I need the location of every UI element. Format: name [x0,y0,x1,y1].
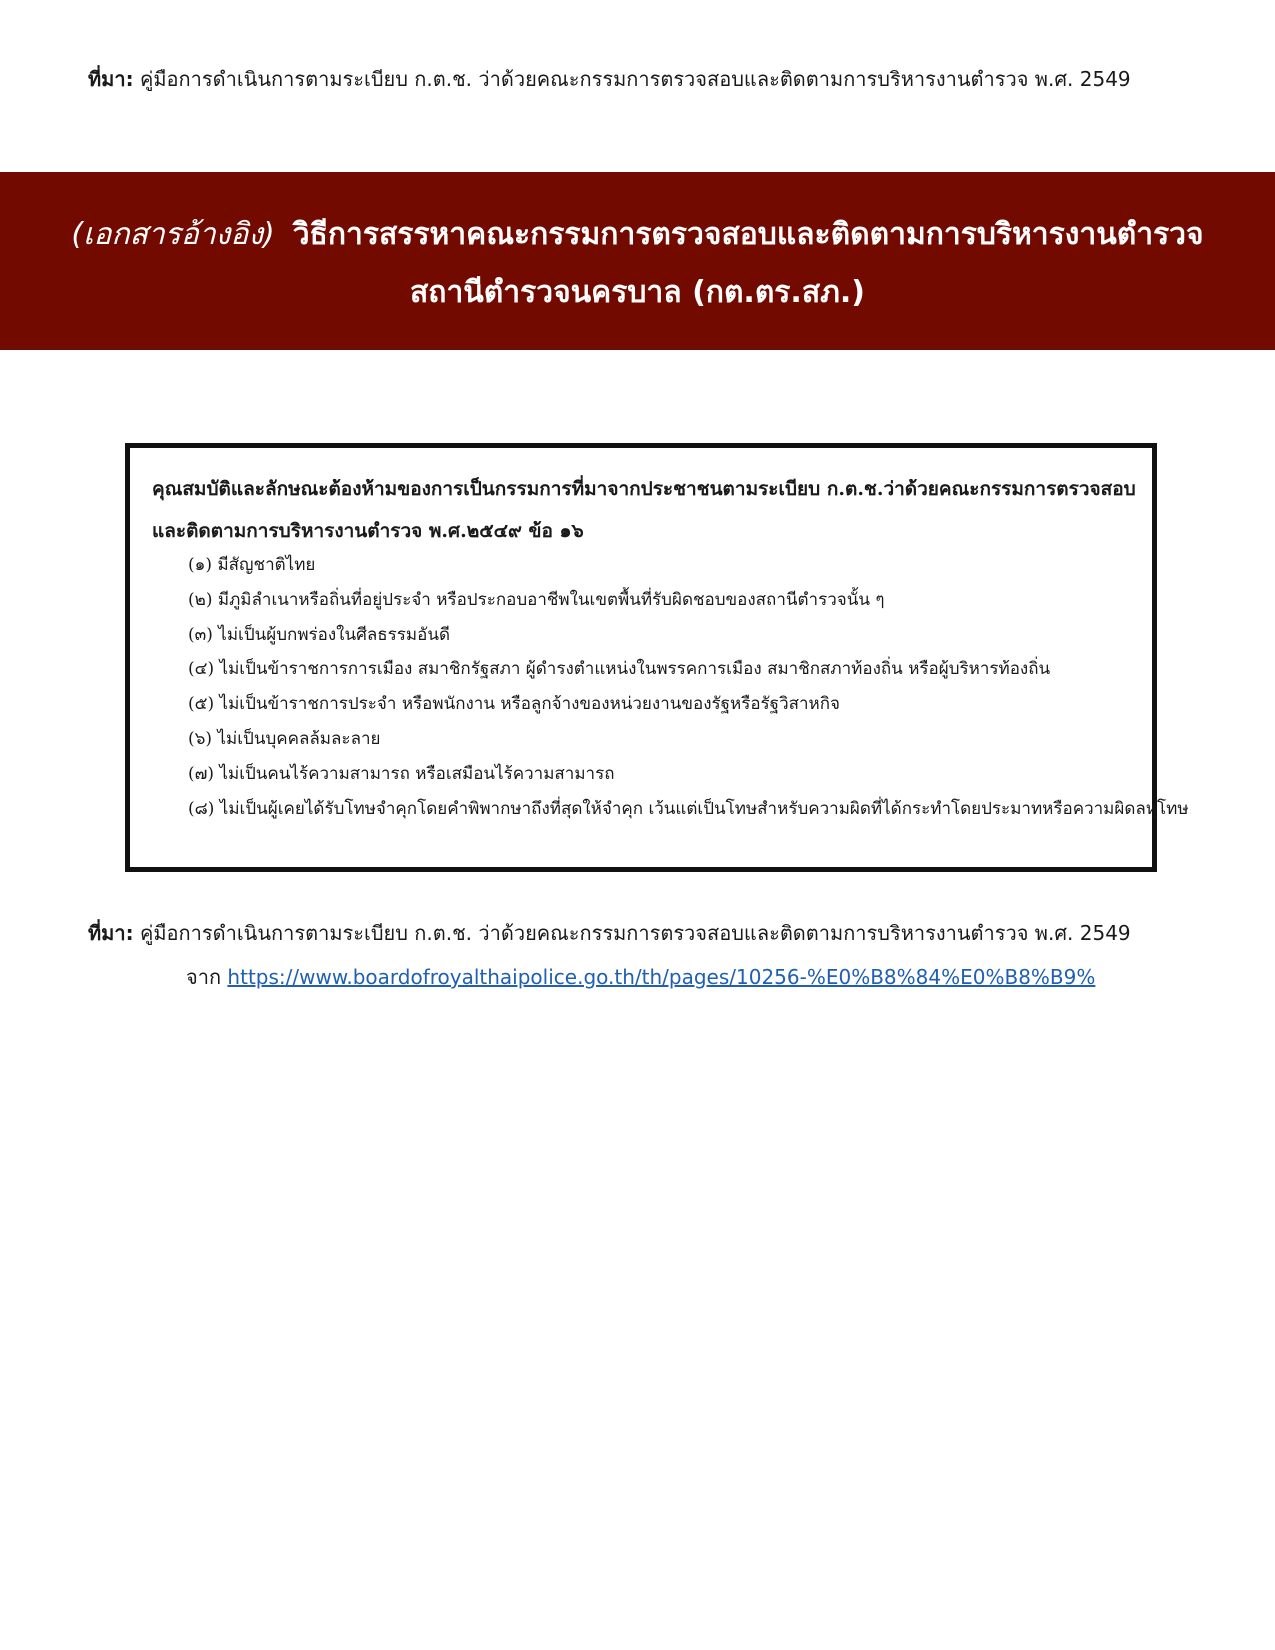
banner-title-line-1 [0,206,1275,264]
source-text: คู่มือการดำเนินการตามระเบียบ ก.ต.ช. ว่าด้วยคณะกรรมการตรวจสอบและติดตามการบริหารงานตำรวจ พ.ศ. 2549 [139,67,1131,91]
list-item: (๖) ไม่เป็นบุคคลล้มละลาย [188,728,381,749]
source-url-link[interactable]: https://www.boardofroyalthaipolice.go.th/th/pages/10256-%E0%B8%84%E0%B8%B9% [227,965,1096,989]
source-url-line [186,962,1095,992]
from-label: จาก [186,965,222,989]
title-banner [0,172,1275,350]
list-item: (๒) มีภูมิลำเนาหรือถิ่นที่อยู่ประจำ หรือประกอบอาชีพในเขตพื้นที่รับผิดชอบของสถานีตำรวจนั้น ๆ [188,589,885,610]
list-item: (๔) ไม่เป็นข้าราชการการเมือง สมาชิกรัฐสภา ผู้ดำรงตำแหน่งในพรรคการเมือง สมาชิกสภาท้องถิ่น หรือผู้บริหารท้องถิ่น [188,659,1051,680]
source-label: ที่มา: [88,921,134,945]
banner-title-line-2: สถานีตำรวจนครบาล (กต.ตร.สภ.) [409,275,866,310]
list-item: (๘) ไม่เป็นผู้เคยได้รับโทษจำคุกโดยคำพิพากษาถึงที่สุดให้จำคุก เว้นแต่เป็นโทษสำหรับความผิดที่ได้กระทำโดยประมาทหรือความผิดลหุโทษ [188,798,1189,819]
source-label: ที่มา: [88,67,134,91]
list-item: (๓) ไม่เป็นผู้บกพร่องในศีลธรรมอันดี [188,624,451,645]
source-citation-bottom [88,918,1131,948]
source-text: คู่มือการดำเนินการตามระเบียบ ก.ต.ช. ว่าด้วยคณะกรรมการตรวจสอบและติดตามการบริหารงานตำรวจ พ.ศ. 2549 [139,921,1131,945]
source-citation-top [88,64,1131,94]
qualifications-heading: คุณสมบัติและลักษณะต้องห้ามของการเป็นกรรมการที่มาจากประชาชนตามระเบียบ ก.ต.ช.ว่าด้วยคณะกรรมการตรวจสอบและติดตามการบริหารงานตำรวจ พ.ศ.๒๕๔๙ ข้อ ๑๖ [152,478,1136,542]
list-item: (๗) ไม่เป็นคนไร้ความสามารถ หรือเสมือนไร้ความสามารถ [188,763,615,784]
reference-tag: (เอกสารอ้างอิง) [71,217,275,252]
qualifications-box [125,443,1189,872]
qualifications-list [188,548,1189,826]
list-item: (๑) มีสัญชาติไทย [188,555,316,575]
list-item: (๕) ไม่เป็นข้าราชการประจำ หรือพนักงาน หรือลูกจ้างของหน่วยงานของรัฐหรือรัฐวิสาหกิจ [188,694,840,715]
banner-title-text-1: วิธีการสรรหาคณะกรรมการตรวจสอบและติดตามการบริหารงานตำรวจ [292,217,1204,252]
